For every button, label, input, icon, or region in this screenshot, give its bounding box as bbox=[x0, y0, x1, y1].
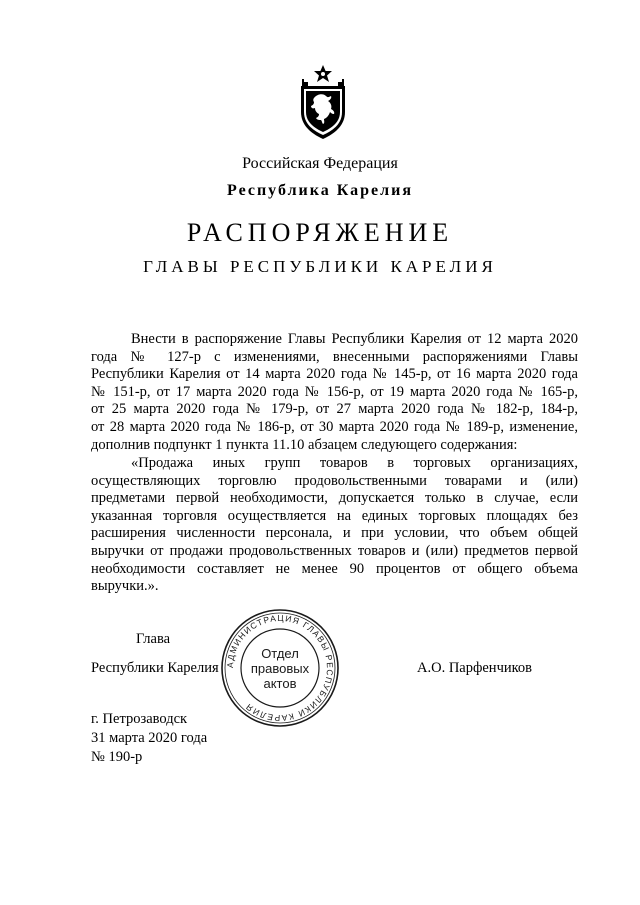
signatory-position-line-2: Республики Карелия bbox=[91, 660, 219, 676]
text-line: расширения численности персонала, и при условии, что объем общей bbox=[91, 525, 578, 542]
text-line: выручки.». bbox=[91, 578, 159, 595]
legal-department-stamp bbox=[218, 606, 342, 730]
text-line: предметами первой необходимости, допускается только в случае, если bbox=[91, 490, 578, 507]
text-line: года № 127-р с изменениями, внесенными распоряжениями Главы bbox=[91, 348, 578, 365]
document-issuer-subtitle: ГЛАВЫ РЕСПУБЛИКИ КАРЕЛИЯ bbox=[143, 257, 497, 276]
text-line: дополнив подпункт 1 пункта 11.10 абзацем следующего содержания: bbox=[91, 436, 518, 453]
republic-name: Республика Карелия bbox=[227, 182, 413, 199]
text-line: необходимости составляет не менее 90 процентов от общего объема bbox=[91, 560, 578, 577]
signatory-position-line-1: Глава bbox=[136, 631, 171, 647]
stamp-line-3: актов bbox=[263, 676, 297, 691]
country-name: Российская Федерация bbox=[242, 155, 398, 172]
karelia-coat-of-arms-icon bbox=[296, 64, 350, 142]
document-footer bbox=[91, 710, 207, 767]
text-line: от 25 марта 2020 года № 179-р, от 27 марта 2020 года № 182-р, 184-р, bbox=[91, 401, 578, 418]
issue-city: г. Петрозаводск bbox=[91, 711, 188, 727]
text-line: «Продажа иных групп товаров в торговых организациях, bbox=[131, 455, 578, 471]
text-line: от 28 марта 2020 года № 186-р, от 30 марта 2020 года № 189-р, изменение, bbox=[91, 418, 578, 435]
signatory-name: А.О. Парфенчиков bbox=[417, 660, 533, 676]
order-paragraph-1 bbox=[91, 331, 578, 454]
issue-date: 31 марта 2020 года bbox=[91, 730, 208, 746]
text-line: Республики Карелия от 14 марта 2020 года № 145-р, от 16 марта 2020 года bbox=[91, 366, 578, 383]
order-paragraph-2-quote bbox=[91, 455, 578, 596]
document-type-title: РАСПОРЯЖЕНИЕ bbox=[186, 218, 454, 247]
emblem-star bbox=[314, 65, 332, 82]
text-line: № 151-р, от 17 марта 2020 года № 156-р, от 19 марта 2020 года № 165-р, bbox=[91, 383, 578, 400]
stamp-ring-text: АДМИНИСТРАЦИЯ ГЛАВЫ РЕСПУБЛИКИ КАРЕЛИЯ bbox=[224, 612, 336, 724]
text-line: указанная торговля осуществляется на единых торговых площадях без bbox=[91, 507, 578, 524]
stamp-line-2: правовых bbox=[250, 661, 310, 676]
document-number: № 190-р bbox=[91, 749, 143, 765]
text-line: выручки от продажи продовольственных товаров и (или) предметов первой bbox=[91, 542, 578, 559]
text-line: осуществляющих торговлю продовольственными товарами и (или) bbox=[91, 472, 578, 489]
stamp-line-1: Отдел bbox=[261, 646, 299, 661]
text-line: Внести в распоряжение Главы Республики Карелия от 12 марта 2020 bbox=[131, 331, 578, 347]
